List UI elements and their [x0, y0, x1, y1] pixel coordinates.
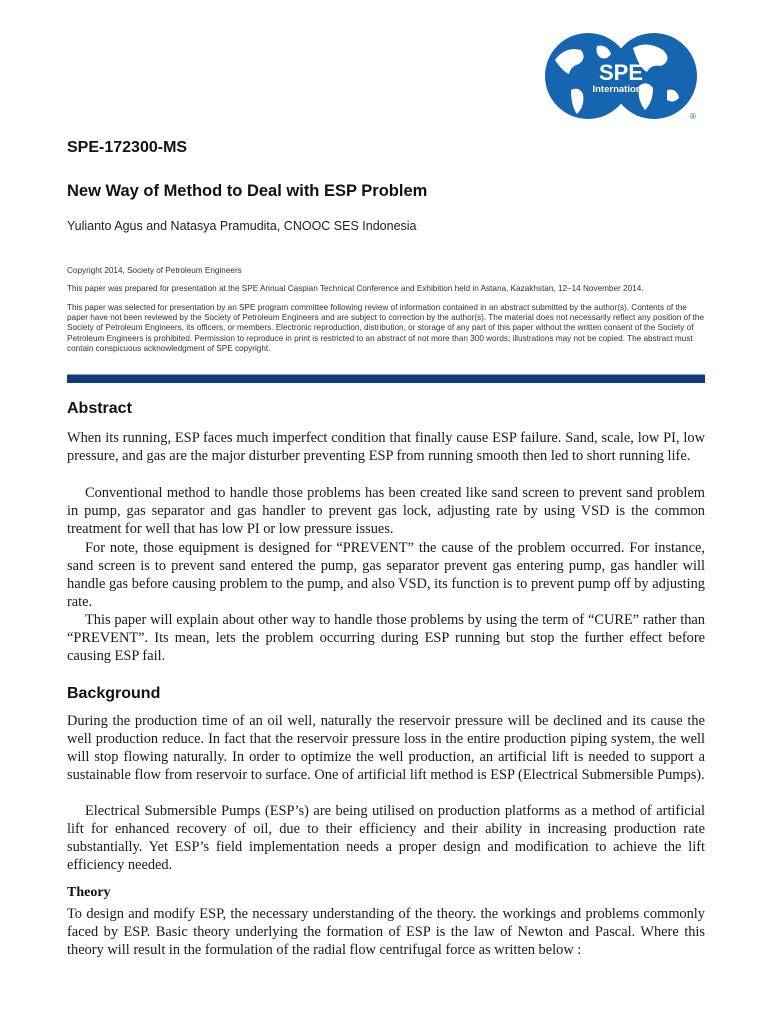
copyright-note: Copyright 2014, Society of Petroleum Engineers — [67, 266, 242, 275]
abstract-paragraph-4: This paper will explain about other way to handle those problems by using the term of “CURE” rather than “PREVENT”. Its mean, lets the problem occurring during ESP running but stop the further effect before causing ESP fail. — [67, 612, 705, 665]
background-paragraph-2: Electrical Submersible Pumps (ESP’s) are being utilised on production platforms as a method of artificial lift for enhanced recovery of oil, due to their efficiency and their ability in increasing production rate substantially. Yet ESP’s field implementation needs a proper design and modification to achieve the lift efficiency needed. — [67, 803, 705, 874]
logo-text-sub: International — [592, 84, 650, 95]
abstract-paragraph-3: For note, those equipment is designed for “PREVENT” the cause of the problem occurred. For instance, sand screen is to prevent sand entered the pump, gas separator prevent gas entering pump, gas handler will handle gas before causing problem to the pump, and also VSD, its function is to prevent pump off by adjusting rate. — [67, 540, 705, 611]
theory-heading: Theory — [67, 885, 111, 900]
header-rule — [67, 374, 705, 383]
logo-text-main: SPE — [598, 60, 644, 85]
background-heading: Background — [67, 685, 161, 702]
registered-mark: ® — [690, 112, 696, 121]
abstract-heading: Abstract — [67, 400, 132, 417]
paper-title: New Way of Method to Deal with ESP Problem — [67, 182, 428, 200]
theory-paragraph-1: To design and modify ESP, the necessary understanding of the theory. the workings and problems commonly faced by ESP. Basic theory underlying the formation of ESP is the law of Newton and Pascal. Where this theory will result in the formulation of the radial flow centrifugal force as written below : — [67, 906, 705, 959]
authors: Yulianto Agus and Natasya Pramudita, CNOOC SES Indonesia — [67, 219, 417, 233]
paper-id: SPE-172300-MS — [67, 139, 188, 156]
prepared-note: This paper was prepared for presentation at the SPE Annual Caspian Technical Conference and Exhibition held in Astana, Kazakhstan, 12–14 November 2014. — [67, 284, 644, 293]
selection-note: This paper was selected for presentation by an SPE program committee following review of information contained in an abstract submitted by the author(s). Contents of the paper have not been reviewed by the Society of Petroleum Engineers and are subject to correction by the author(s). The material does not necessarily reflect any position of the Society of Petroleum Engineers, its officers, or members. Electronic reproduction, distribution, or storage of any part of this paper without the written consent of the Society of Petroleum Engineers is prohibited. Permission to reproduce in print is restricted to an abstract of not more than 300 words; illustrations may not be copied. The abstract must contain conspicuous acknowledgment of SPE copyright. — [67, 303, 705, 353]
background-paragraph-1: During the production time of an oil well, naturally the reservoir pressure will be declined and its cause the well production reduce. In fact that the reservoir pressure loss in the entire production piping system, the well will stop flowing naturally. In order to optimize the well production, an artificial lift is needed to support a sustainable flow from reservoir to surface. One of artificial lift method is ESP (Electrical Submersible Pumps). — [67, 713, 705, 784]
abstract-paragraph-1: When its running, ESP faces much imperfect condition that finally cause ESP failure. Sand, scale, low PI, low pressure, and gas are the major disturber preventing ESP from running smooth then led to short running life. — [67, 430, 705, 465]
spe-international-logo — [541, 30, 701, 122]
abstract-paragraph-2: Conventional method to handle those problems has been created like sand screen to prevent sand problem in pump, gas separator and gas handler to prevent gas lock, adjusting rate by using VSD is the common treatment for well that has low PI or low pressure issues. — [67, 485, 705, 538]
